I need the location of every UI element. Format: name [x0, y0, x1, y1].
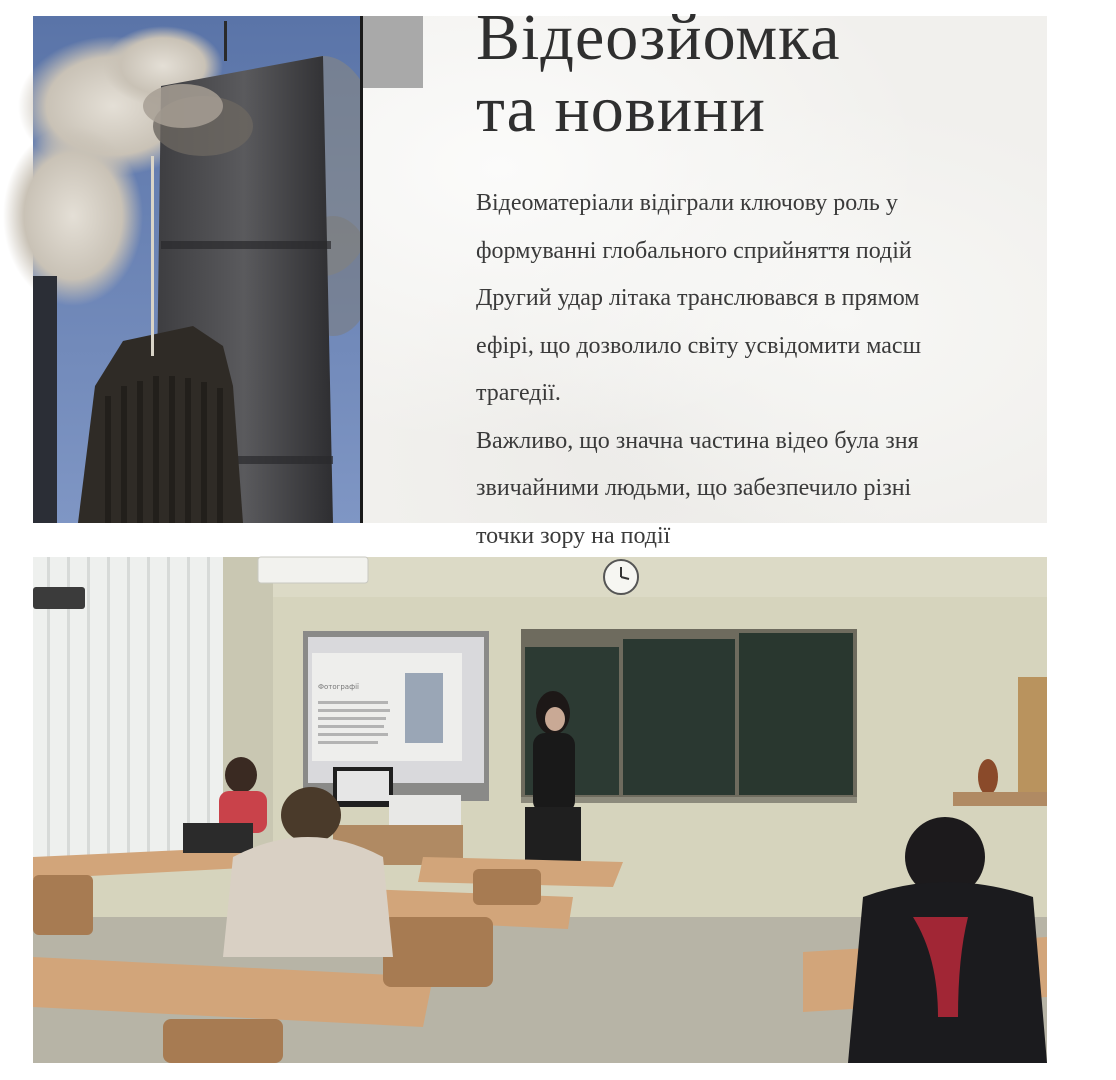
- slide-body-line: формуванні глобального сприйняття подій: [476, 237, 912, 264]
- slide-body-line: трагедії.: [476, 380, 561, 406]
- slide-content: [363, 1, 1047, 549]
- slide-body: [476, 180, 1116, 560]
- wall-clock: [604, 560, 638, 594]
- ceiling-projector: [33, 587, 85, 609]
- projected-slide-title: Фотографії: [318, 683, 359, 691]
- slide-body-line: звичайними людьми, що забезпечило різні: [476, 475, 912, 501]
- classroom-photo: [33, 557, 1047, 1063]
- chair: [473, 869, 541, 905]
- slide-title: Відеозйомка та новини: [476, 1, 841, 146]
- grey-accent-block: [363, 16, 423, 88]
- chair: [383, 917, 493, 987]
- slide-body-line: Другий удар літака транслювався в прямом: [476, 285, 920, 311]
- vase: [978, 759, 998, 795]
- air-conditioner: [258, 557, 368, 583]
- slide-body-line: Важливо, що значна частина відео була зня: [476, 427, 919, 454]
- twin-towers-photo: [33, 16, 360, 523]
- slide-screenshot: [33, 1, 1047, 549]
- chair: [33, 875, 93, 935]
- slide-body-line: точки зору на події: [476, 522, 671, 549]
- projection-board: [303, 631, 489, 801]
- slide-body-line: Відеоматеріали відіграли ключову роль у: [476, 190, 898, 216]
- slide-body-line: ефірі, що дозволило світу усвідомити масш: [476, 332, 922, 359]
- shelf: [953, 792, 1047, 806]
- chair: [163, 1019, 283, 1063]
- picture-frame: [1018, 677, 1047, 797]
- laptop: [183, 823, 253, 853]
